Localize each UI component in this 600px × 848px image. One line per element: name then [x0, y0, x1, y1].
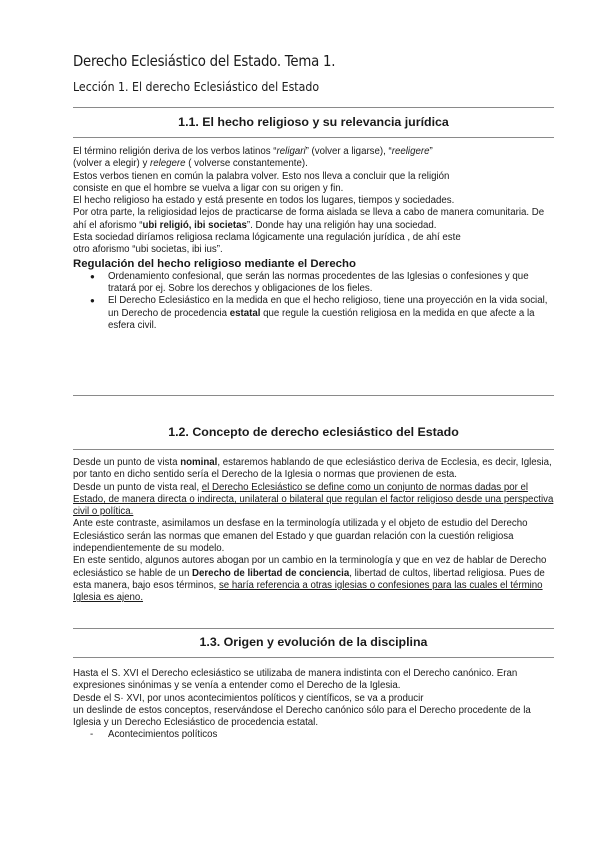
- list-item: ● El Derecho Eclesiástico en la medida en que el hecho religioso, tiene una proyección en la vida social, un Derecho de procedencia estatal que regule la cuestión religiosa en la medida en que afecte a la esfera civil.: [90, 295, 548, 331]
- paragraph: El hecho religioso ha estado y está presente en todos los lugares, tiempos y sociedades.: [73, 195, 455, 207]
- paragraph: otro aforismo “ubi societas, ibi ius”.: [73, 244, 223, 256]
- bullet-icon: ●: [90, 271, 95, 281]
- divider: [73, 395, 554, 396]
- paragraph: Ante este contraste, asimilamos un desfase en la terminología utilizada y el objeto de estudio del Derecho Eclesiástico serán las normas que emanen del Estado y que guardan relación con la cuestión religiosa independientemente de su modelo.: [73, 518, 528, 555]
- paragraph: Desde un punto de vista real, el Derecho Eclesiástico se define como un conjunto de normas dadas por el Estado, de manera directa o indirecta, unilateral o bilateral que regulan el factor religioso desde una perspectiva civil o política.: [73, 481, 554, 518]
- paragraph: El término religión deriva de los verbos latinos “religari” (volver a ligarse), “reeligere”: [73, 146, 433, 157]
- subheading: Regulación del hecho religioso mediante el Derecho: [73, 257, 356, 270]
- paragraph: En este sentido, algunos autores abogan por un cambio en la terminología y que en vez de hablar de Derecho eclesiástico se hable de un Derecho de libertad de conciencia, libertad de cultos, libertad religiosa. Pues de esta manera, bajo esos términos, se haría referencia a otras iglesias o confesiones para las cuales el término Iglesia es ajeno.: [73, 555, 547, 604]
- paragraph: consiste en que el hombre se vuelva a ligar con su origen y fin.: [73, 182, 344, 194]
- divider: [73, 657, 554, 658]
- paragraph: un deslinde de estos conceptos, reservándose el Derecho canónico sólo para el Derecho procedente de la Iglesia y un Derecho Eclesiástico de procedencia estatal.: [73, 704, 531, 729]
- divider: [73, 449, 554, 450]
- dash-list: [73, 729, 559, 741]
- lesson-title: Lección 1. El derecho Eclesiástico del Estado: [73, 79, 320, 94]
- dash-marker: -: [90, 729, 94, 741]
- divider: [73, 107, 554, 108]
- paragraph: Hasta el S. XVI el Derecho eclesiástico se utilizaba de manera indistinta con el Derecho canónico. Eran expresiones sinónimas y se venía a entender como el Derecho de la Iglesia.: [73, 668, 518, 692]
- section-1-body: [73, 146, 559, 332]
- paragraph: Desde el S· XVI, por unos acontecimientos políticos y científicos, se va a producir: [73, 692, 424, 704]
- divider: [73, 137, 554, 138]
- bullet-icon: ●: [90, 296, 95, 306]
- section-2-body: [73, 457, 559, 605]
- list-item: ● Ordenamiento confesional, que serán las normas procedentes de las Iglesias o confesiones y que tratará por ej. Sobre los derechos y obligaciones de los fieles.: [90, 270, 529, 294]
- section-2-heading: 1.2. Concepto de derecho eclesiástico del Estado: [168, 425, 459, 439]
- paragraph: (volver a elegir) y relegere ( volverse constantemente).: [73, 158, 308, 170]
- paragraph: Por otra parte, la religiosidad lejos de practicarse de forma aislada se lleva a cabo de manera comunitaria. De ahí el aforismo “ubi religió, ibi societas”. Donde hay una religión hay una sociedad.: [73, 207, 545, 231]
- paragraph: Estos verbos tienen en común la palabra volver. Esto nos lleva a concluir que la religión: [73, 170, 450, 182]
- paragraph: Desde un punto de vista nominal, estaremos hablando de que eclesiástico deriva de Ecclesia, es decir, Iglesia, por tanto en dicho sentido sería el Derecho de la Iglesia o normas que provienen de esta.: [73, 457, 552, 481]
- document-title: Derecho Eclesiástico del Estado. Tema 1.: [73, 52, 336, 70]
- section-3-body: [73, 668, 559, 742]
- divider: [73, 628, 554, 629]
- section-3-heading: 1.3. Origen y evolución de la disciplina: [199, 635, 428, 649]
- section-1-heading: 1.1. El hecho religioso y su relevancia jurídica: [178, 115, 449, 129]
- bullet-list: [73, 271, 559, 332]
- list-item: - Acontecimientos políticos: [90, 729, 218, 741]
- paragraph: Esta sociedad diríamos religiosa reclama lógicamente una regulación jurídica , de ahí este: [73, 232, 461, 244]
